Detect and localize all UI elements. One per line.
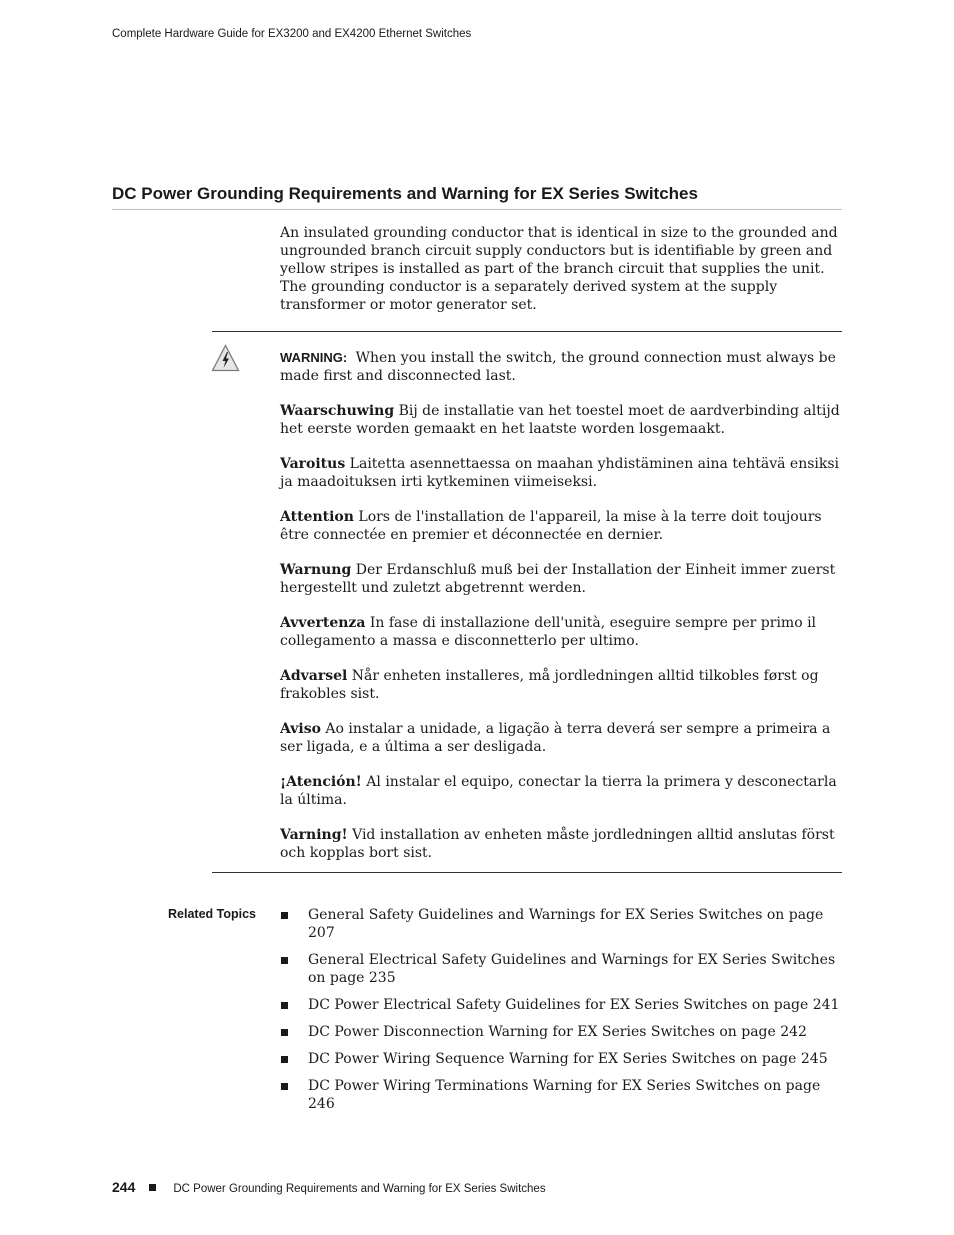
bullet-icon: [281, 1029, 288, 1036]
warning-text: When you install the switch, the ground connection must always be made first and disconnected last.: [280, 350, 836, 384]
related-topic-link[interactable]: [280, 1077, 845, 1113]
related-topic-text: DC Power Wiring Terminations Warning for EX Series Switches on page 246: [308, 1078, 821, 1112]
warning-translations: [280, 349, 845, 879]
warning-text: Al instalar el equipo, conectar la tierra la primera y desconectarla la última.: [280, 774, 837, 808]
related-topic-text: DC Power Disconnection Warning for EX Series Switches on page 242: [308, 1024, 807, 1040]
related-topics-label: Related Topics: [168, 907, 256, 921]
warning-no: [280, 667, 845, 703]
page-number: 244: [112, 1179, 136, 1195]
warning-text: Ao instalar a unidade, a ligação à terra deverá ser sempre a primeira a ser ligada, e a última a ser desligada.: [280, 721, 831, 755]
page-footer: [112, 1179, 546, 1195]
electrical-hazard-warning-icon: [211, 344, 240, 372]
warning-text: Lors de l'installation de l'appareil, la mise à la terre doit toujours être connectée en premier et déconnectée en dernier.: [280, 509, 822, 543]
warning-label: Avvertenza: [280, 615, 366, 631]
warning-label: WARNING:: [280, 350, 348, 365]
bullet-icon: [281, 912, 288, 919]
warning-sv: [280, 826, 845, 862]
warning-text: Vid installation av enheten måste jordledningen alltid anslutas först och kopplas bort sist.: [280, 827, 835, 861]
warning-label: Warnung: [280, 562, 352, 578]
warning-text: Når enheten installeres, må jordledningen alltid tilkobles først og frakobles sist.: [280, 668, 819, 702]
related-topic-link[interactable]: [280, 906, 845, 942]
warning-text: Der Erdanschluß muß bei der Installation der Einheit immer zuerst hergestellt und zuletzt abgetrennt werden.: [280, 562, 836, 596]
warning-fr: [280, 508, 845, 544]
running-header: Complete Hardware Guide for EX3200 and EX4200 Ethernet Switches: [112, 28, 472, 40]
warning-label: Varning!: [280, 827, 348, 843]
warning-bottom-rule: [212, 872, 842, 873]
warning-text: In fase di installazione dell'unità, eseguire sempre per primo il collegamento a massa e disconnetterlo per ultimo.: [280, 615, 817, 649]
intro-paragraph: An insulated grounding conductor that is identical in size to the grounded and ungrounded branch circuit supply conductors but is identifiable by green and yellow stripes is installed as part of the branch circuit that supplies the unit. The grounding conductor is a separately derived system at the supply transformer or motor generator set.: [280, 225, 838, 313]
warning-label: Aviso: [280, 721, 321, 737]
related-topic-link[interactable]: [280, 1050, 845, 1068]
bullet-icon: [281, 1056, 288, 1063]
related-topic-link[interactable]: [280, 1023, 845, 1041]
section-title: DC Power Grounding Requirements and Warning for EX Series Switches: [112, 184, 842, 210]
related-topic-link[interactable]: [280, 951, 845, 987]
warning-es: [280, 773, 845, 809]
warning-text: Laitetta asennettaessa on maahan yhdistäminen aina tehtävä ensiksi ja maadoituksen irti kytkeminen viimeiseksi.: [280, 456, 840, 490]
warning-de: [280, 561, 845, 597]
related-topic-text: General Electrical Safety Guidelines and Warnings for EX Series Switches on page 235: [308, 952, 836, 986]
footer-separator-icon: [149, 1184, 156, 1191]
footer-title: DC Power Grounding Requirements and Warning for EX Series Switches: [173, 1183, 546, 1195]
warning-fi: [280, 455, 845, 491]
warning-label: ¡Atención!: [280, 774, 362, 790]
related-topic-link[interactable]: [280, 996, 845, 1014]
related-topic-text: DC Power Wiring Sequence Warning for EX Series Switches on page 245: [308, 1051, 828, 1067]
warning-label: Waarschuwing: [280, 403, 395, 419]
related-topics-list: [280, 906, 845, 1122]
bullet-icon: [281, 957, 288, 964]
warning-text: Bij de installatie van het toestel moet de aardverbinding altijd het eerste worden gemaakt en het laatste worden losgemaakt.: [280, 403, 840, 437]
warning-label: Varoitus: [280, 456, 346, 472]
warning-top-rule: [212, 331, 842, 332]
warning-label: Attention: [280, 509, 354, 525]
bullet-icon: [281, 1002, 288, 1009]
bullet-icon: [281, 1083, 288, 1090]
warning-label: Advarsel: [280, 668, 348, 684]
related-topic-text: General Safety Guidelines and Warnings for EX Series Switches on page 207: [308, 907, 824, 941]
warning-en: [280, 349, 845, 385]
related-topic-text: DC Power Electrical Safety Guidelines for EX Series Switches on page 241: [308, 997, 840, 1013]
warning-nl: [280, 402, 845, 438]
warning-it: [280, 614, 845, 650]
warning-pt: [280, 720, 845, 756]
